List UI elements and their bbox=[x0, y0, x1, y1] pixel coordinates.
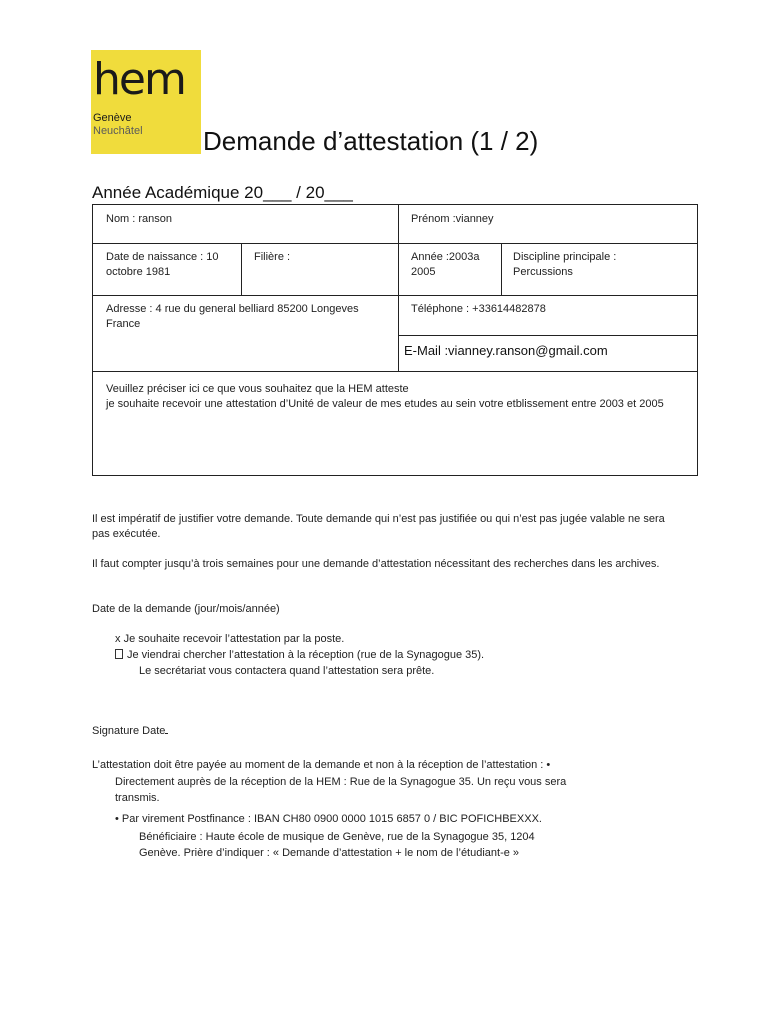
logo-wordmark: hem bbox=[93, 54, 185, 105]
page-title: Demande d’attestation (1 / 2) bbox=[203, 126, 539, 156]
request-form-table bbox=[92, 204, 698, 476]
option-post-mark: x bbox=[115, 633, 121, 645]
option-post[interactable] bbox=[115, 632, 344, 647]
option-post-label: Je souhaite recevoir l’attestation par la poste. bbox=[123, 633, 345, 645]
phone-field[interactable]: Téléphone : +33614482878 bbox=[411, 303, 546, 315]
payment-direct-line2: transmis. bbox=[115, 792, 160, 804]
option-reception[interactable] bbox=[115, 648, 484, 663]
beneficiary-line1: Bénéficiaire : Haute école de musique de Genève, rue de la Synagogue 35, 1204 bbox=[139, 831, 535, 843]
payment-bank-transfer: • Par virement Postfinance : IBAN CH80 0900 0000 1015 6857 0 / BIC POFICHBEXXX. bbox=[115, 813, 542, 825]
request-date-label: Date de la demande (jour/mois/année) bbox=[92, 603, 280, 615]
address-field[interactable]: Adresse : 4 rue du general belliard 85200 Longeves France bbox=[106, 303, 359, 330]
signature-date: Signature Date bbox=[92, 722, 168, 739]
email-field[interactable]: E-Mail :vianney.ranson@gmail.com bbox=[404, 343, 608, 358]
logo-city-neuchatel: Neuchâtel bbox=[93, 125, 143, 137]
nom-field[interactable]: Nom : ranson bbox=[106, 213, 173, 225]
checkbox-icon[interactable] bbox=[115, 649, 123, 659]
notice-delay: Il faut compter jusqu’à trois semaines pour une demande d’attestation nécessitant des recherches dans les archives. bbox=[92, 558, 660, 570]
hem-logo bbox=[91, 50, 201, 154]
payment-direct-line1: Directement auprès de la réception de la HEM : Rue de la Synagogue 35. Un reçu vous sera bbox=[115, 776, 567, 788]
notice-justification: Il est impératif de justifier votre demande. Toute demande qui n’est pas justifiée ou qui n’est pas jugée valable ne sera pas exécutée. bbox=[92, 513, 665, 540]
precision-field[interactable]: je souhaite recevoir une attestation d’Unité de valeur de mes etudes au sein votre etblissement entre 2003 et 2005 bbox=[106, 398, 664, 410]
discipline-field[interactable]: Discipline principale : Percussions bbox=[513, 251, 617, 278]
option-reception-note: Le secrétariat vous contactera quand l’attestation sera prête. bbox=[139, 665, 435, 677]
option-reception-label: Je viendrai chercher l’attestation à la réception (rue de la Synagogue 35). bbox=[127, 649, 485, 661]
birthdate-field[interactable]: Date de naissance : 10 octobre 1981 bbox=[106, 251, 219, 278]
annee-field[interactable]: Année :2003a 2005 bbox=[411, 251, 480, 278]
payment-intro: L’attestation doit être payée au moment de la demande et non à la réception de l’attestation : • bbox=[92, 759, 551, 771]
academic-year: Année Académique 20___ / 20___ bbox=[92, 183, 353, 202]
precision-label: Veuillez préciser ici ce que vous souhaitez que la HEM atteste bbox=[106, 383, 409, 395]
beneficiary-line2: Genève. Prière d’indiquer : « Demande d’attestation + le nom de l’étudiant-e » bbox=[139, 847, 520, 859]
logo-city-geneve: Genève bbox=[93, 112, 132, 124]
filiere-field[interactable]: Filière : bbox=[254, 251, 291, 263]
prenom-field[interactable]: Prénom :vianney bbox=[411, 213, 494, 225]
